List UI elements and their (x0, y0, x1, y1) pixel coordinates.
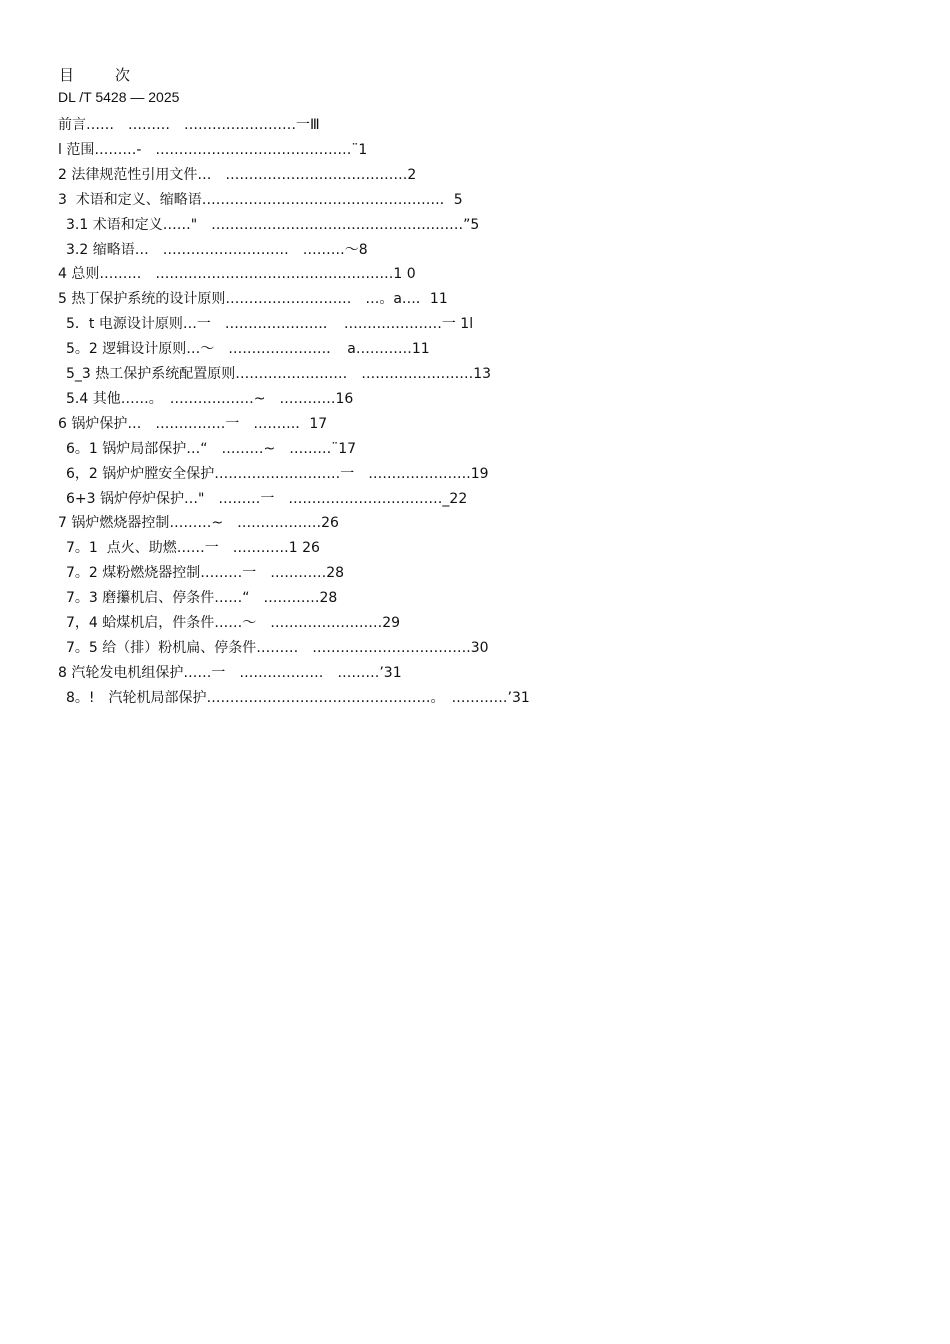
toc-entry: 8 汽轮发电机组保护……一 ……………… ………’31 (58, 665, 402, 681)
toc-entry: 5 热丁保护系统的设计原则……………………… …。a…．11 (58, 291, 448, 307)
toc-subentry: 6。1 锅炉局部保护…“ ………~ ………¨17 (66, 441, 357, 457)
toc-subentry: 3.1 术语和定义……" ………………………………………………”5 (66, 217, 480, 233)
toc-subentry: 5_3 热工保护系统配置原则…………………… ……………………13 (66, 366, 492, 382)
toc-entry: 7 锅炉燃烧器控制………~ ………………26 (58, 515, 339, 531)
toc-entry: 前言…… ……… ……………………一Ⅲ (58, 117, 320, 133)
toc-subentry: 6，2 锅炉炉膛安全保护………………………一 ………………….19 (66, 466, 489, 482)
toc-entry: l 范围………- ……………………………………¨1 (58, 142, 368, 158)
toc-entry: 2 法律规范性引用文件… …………………………………2 (58, 167, 417, 183)
toc-entry: 3 术语和定义、缩略语……………………………………………．5 (58, 192, 463, 208)
toc-subentry: 6+3 锅炉停炉保护…" ………一 ……………………………_22 (66, 491, 468, 507)
document-number: DL /T 5428 — 2025 (58, 89, 180, 105)
toc-subentry: 7。2 煤粉燃烧器控制………一 …………28 (66, 565, 345, 581)
toc-entry: 4 总则……… ……………………………………………1 0 (58, 266, 416, 282)
toc-title: 目 次 (59, 66, 144, 84)
toc-subentry: 5．t 电源设计原则…一 …………………． …………………一 1l (66, 316, 474, 332)
toc-subentry: 5.4 其他……。 ………………~ …………16 (66, 391, 354, 407)
toc-entry: 6 锅炉保护… ……………一 ………．17 (58, 416, 328, 432)
toc-subentry: 3.2 缩略语… ……………………… ………～8 (66, 242, 368, 258)
toc-subentry: 8。! 汽轮机局部保护…………………………………………。 …………’31 (66, 690, 530, 706)
toc-subentry: 7。1 点火、助燃……一 …………1 26 (66, 540, 320, 556)
toc-subentry: 7。3 磨攥机启、停条件……“ …………28 (66, 590, 338, 606)
toc-subentry: 5。2 逻辑设计原则…～ …………………． a…………11 (66, 341, 430, 357)
toc-subentry: 7，4 蛤煤机启，件条件……～ ……………………29 (66, 615, 401, 631)
toc-subentry: 7。5 给（排）粉机扁、停条件……… …………………………….30 (66, 640, 489, 656)
